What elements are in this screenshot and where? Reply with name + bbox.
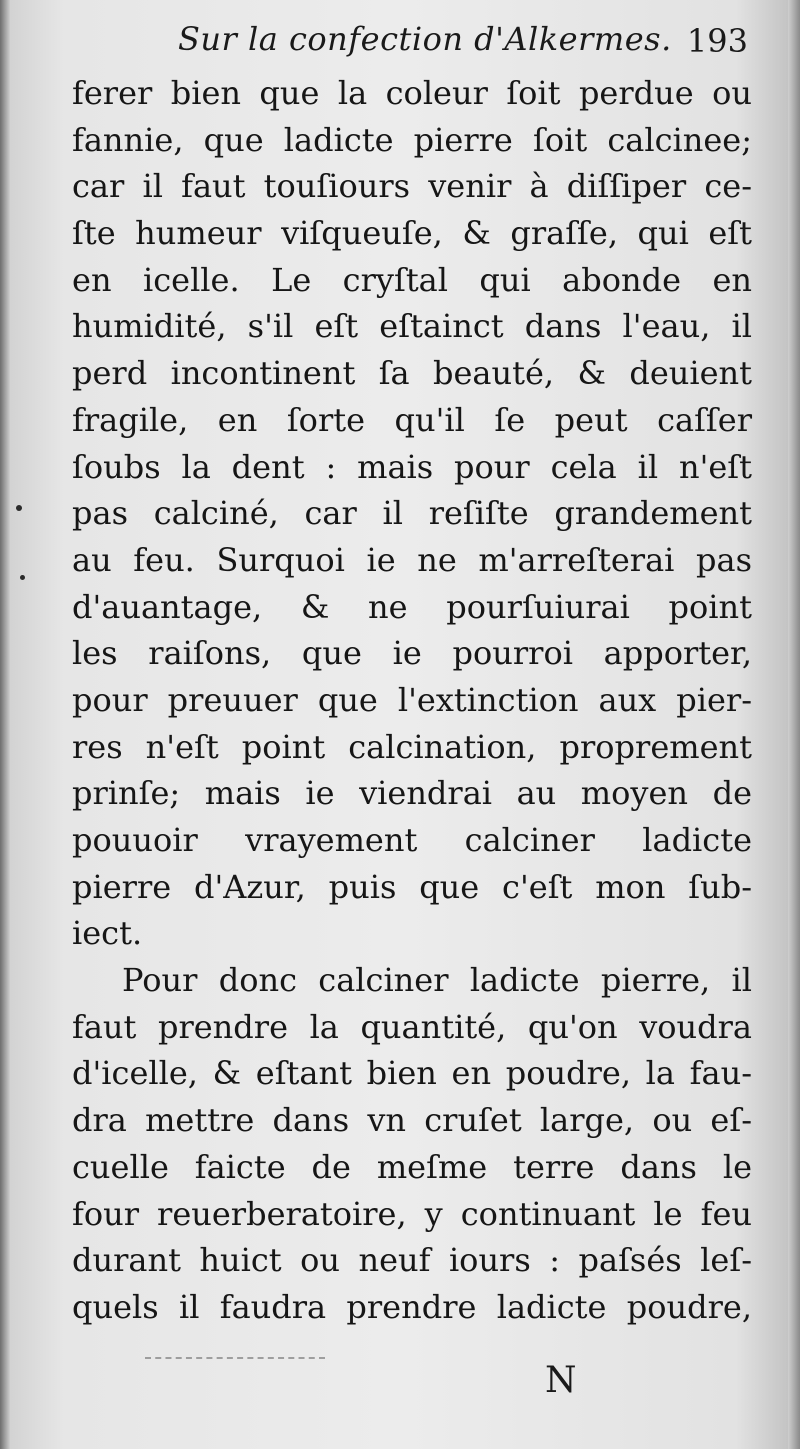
text-line: d'auantage, & ne pourſuiurai point (72, 587, 752, 626)
text-line: dra mettre dans vn cruſet large, ou eſ- (72, 1101, 752, 1140)
text-line: pour preuuer que l'extinction aux pier- (72, 680, 752, 719)
text-line: fragile, en ſorte qu'il ſe peut caſſer (72, 400, 752, 439)
ink-spot (20, 575, 25, 580)
text-line: prinſe; mais ie viendrai au moyen de (72, 774, 752, 813)
text-line: ſte humeur viſqueuſe, & graſſe, qui eſt (72, 214, 752, 253)
text-line: res n'eſt point calcination, proprement (72, 727, 752, 766)
text-line: cuelle faicte de meſme terre dans le (72, 1147, 752, 1186)
page-number: 193 (686, 22, 748, 60)
running-head (70, 14, 750, 64)
text-line: ſoubs la dent : mais pour cela il n'eſt (72, 447, 752, 486)
paragraph-start-line: Pour donc calciner ladicte pierre, il (122, 961, 752, 1000)
text-line: d'icelle, & eſtant bien en poudre, la fau- (72, 1054, 752, 1093)
running-title: Sur la confection d'Alkermes. (178, 20, 672, 58)
text-line: durant huict ou neuf iours : paſsés leſ- (72, 1241, 752, 1280)
text-line: humidité, s'il eſt eſtainct dans l'eau, il (72, 307, 752, 346)
text-line: au feu. Surquoi ie ne m'arreſterai pas (72, 540, 752, 579)
text-line: ferer bien que la coleur ſoit perdue ou (72, 74, 752, 112)
ink-spot (16, 505, 22, 511)
text-line: fannie, que ladicte pierre ſoit calcinee; (72, 120, 752, 159)
text-line: les raiſons, que ie pourroi apporter, (72, 634, 752, 673)
text-line: perd incontinent ſa beauté, & deuient (72, 354, 752, 393)
text-line: pouuoir vrayement calciner ladicte (72, 821, 752, 859)
page-right-edge (788, 0, 800, 1449)
text-line: pas calciné, car il reſiſte grandement (72, 494, 752, 533)
page-left-edge (0, 0, 10, 1449)
text-line: quels il faudra prendre ladicte poudre, (72, 1287, 752, 1326)
text-line: pierre d'Azur, puis que c'eſt mon ſub- (72, 867, 752, 906)
text-line: four reuerberatoire, y continuant le feu (72, 1194, 752, 1233)
text-line: en icelle. Le cryſtal qui abonde en (72, 260, 752, 299)
signature-mark: N (545, 1360, 578, 1401)
text-line: faut prendre la quantité, qu'on voudra (72, 1007, 752, 1046)
paragraph-end-line: iect. (72, 914, 143, 953)
text-line: car il faut touſiours venir à diſſiper ce- (72, 167, 752, 206)
show-through-rule (145, 1357, 325, 1359)
body-text (72, 70, 752, 1331)
